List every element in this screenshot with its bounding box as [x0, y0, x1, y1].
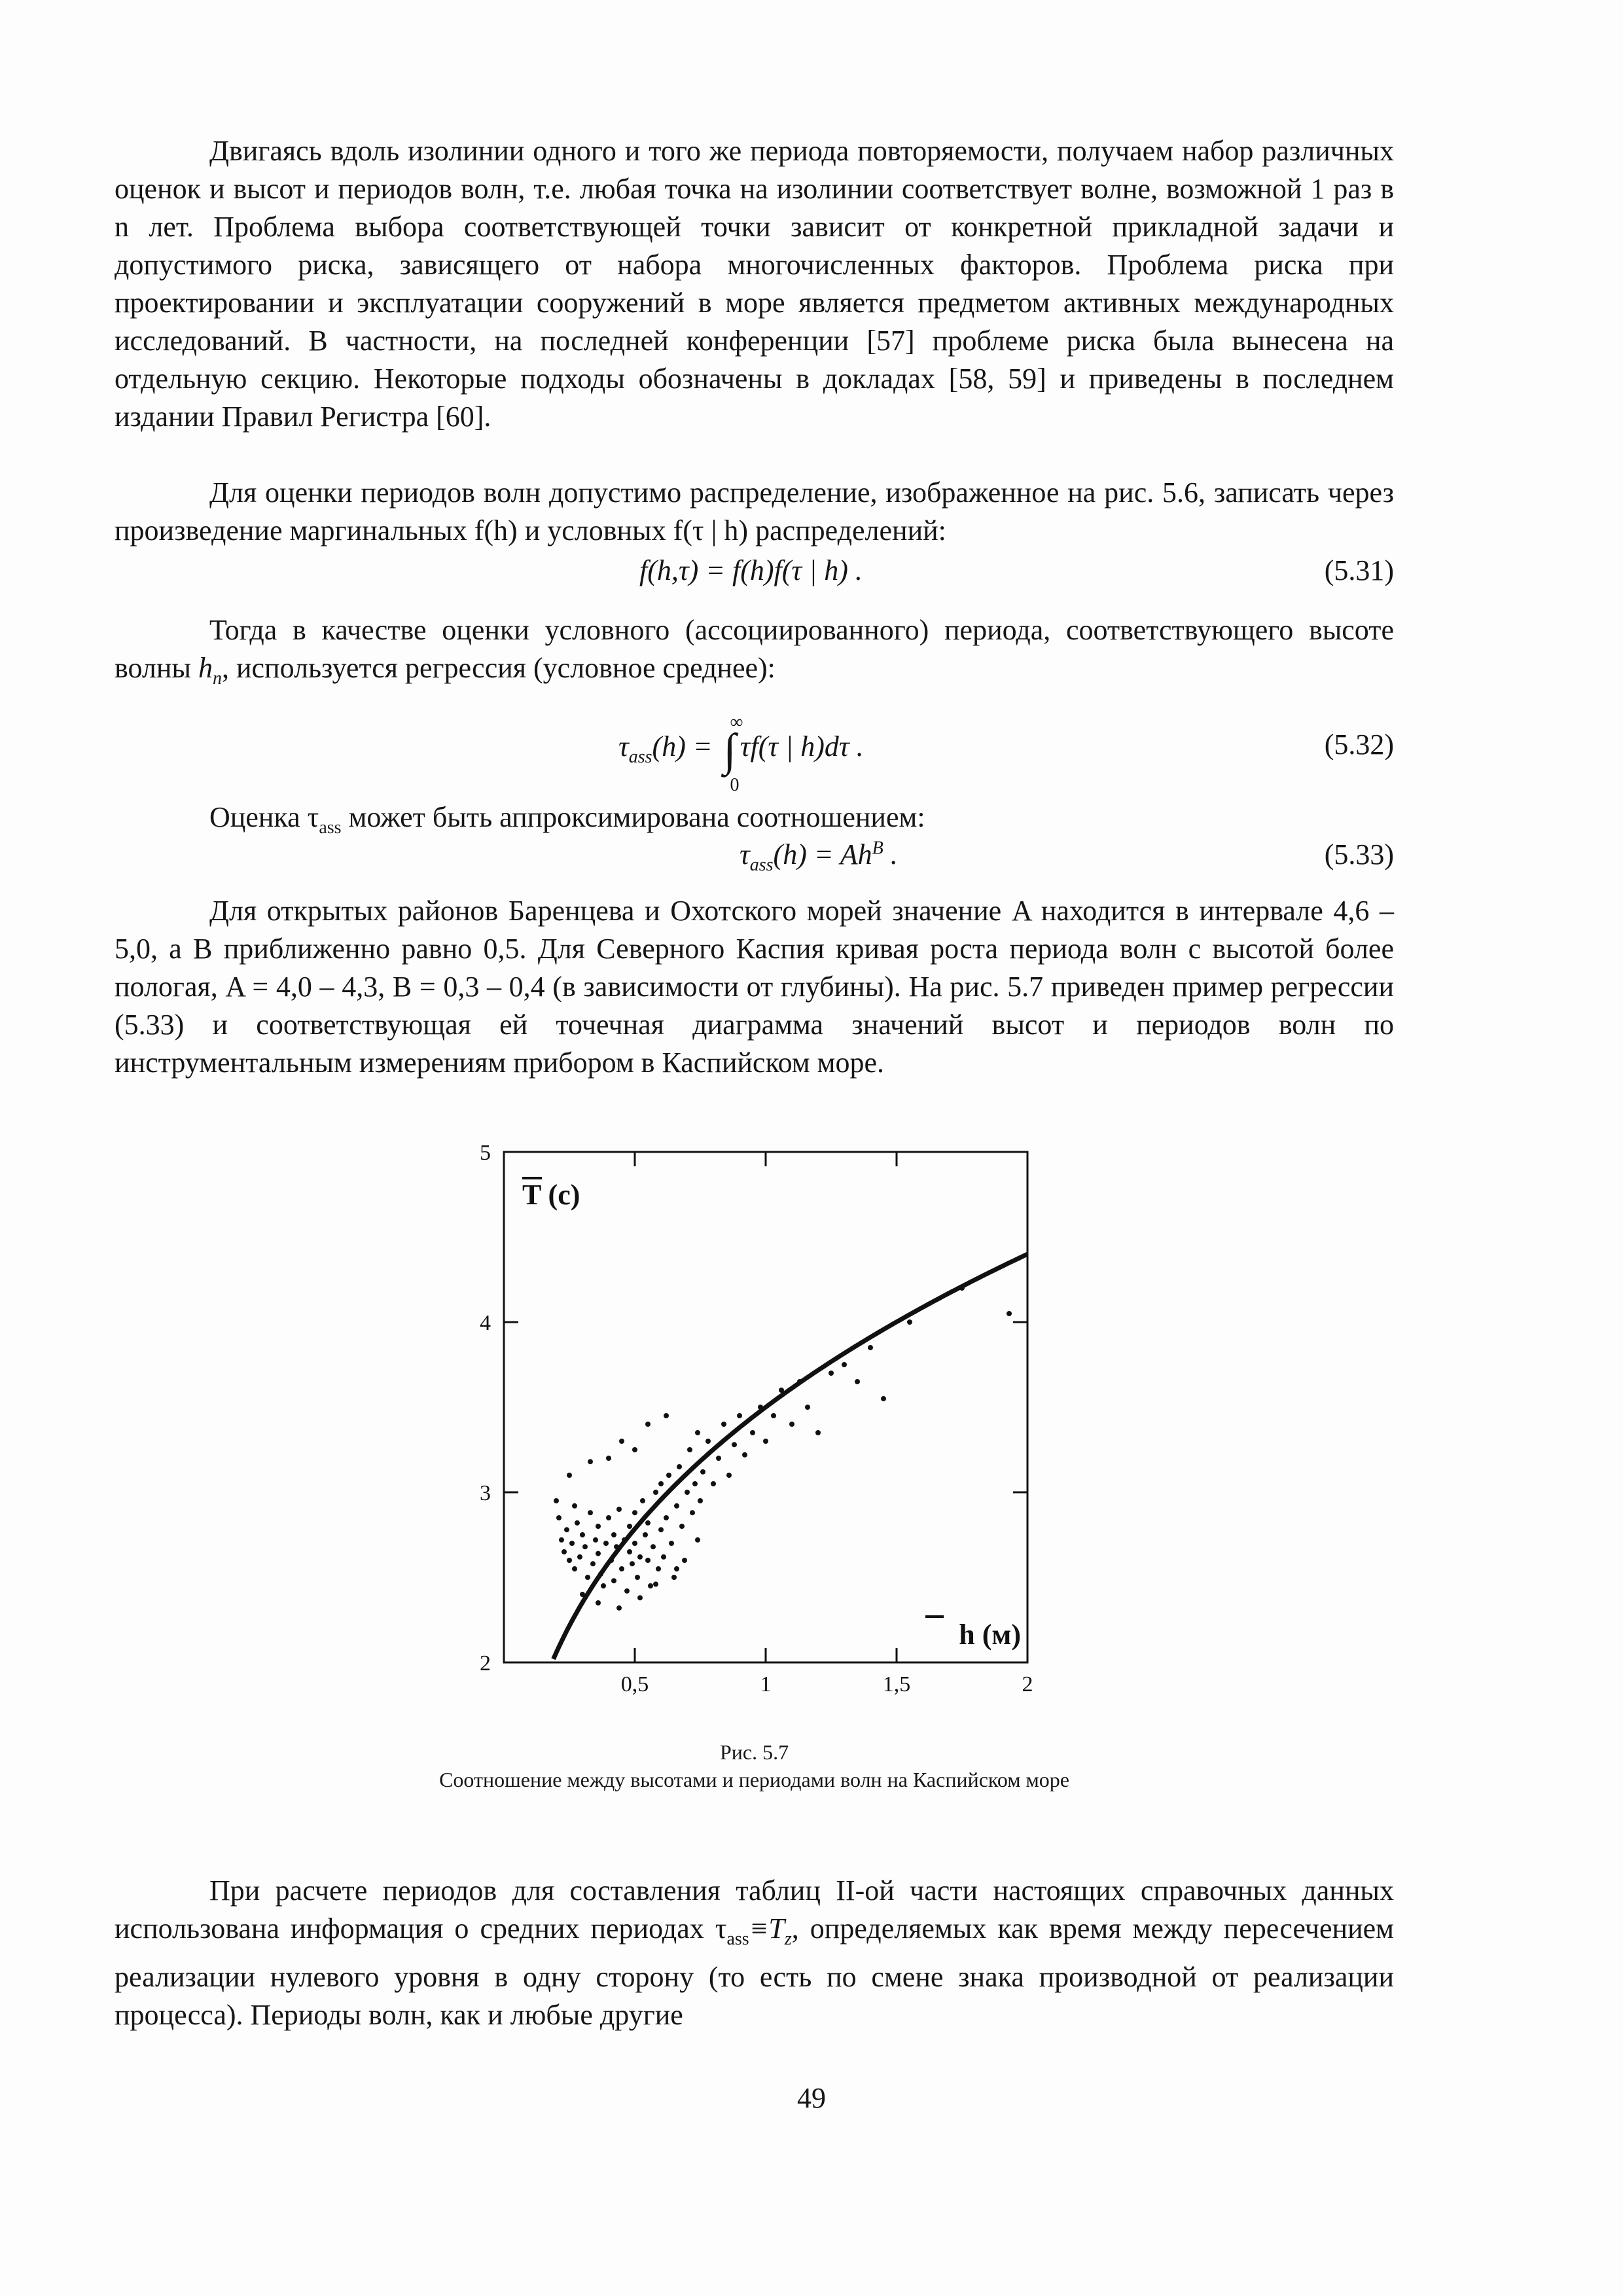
scatter-point — [580, 1532, 585, 1537]
paragraph-4-prefix: Оценка τ — [209, 801, 319, 833]
formula-5-33-tail: . — [883, 838, 898, 870]
scatter-point — [645, 1422, 651, 1427]
formula-5-32-lhs-rest: (h) = — [652, 730, 720, 762]
scatter-point — [881, 1396, 886, 1401]
scatter-point — [611, 1578, 616, 1583]
scatter-point — [575, 1520, 580, 1526]
scatter-point — [677, 1464, 682, 1469]
scatter-point — [562, 1549, 567, 1554]
scatter-point — [606, 1515, 611, 1520]
scatter-point — [596, 1551, 601, 1556]
scatter-point — [771, 1413, 776, 1418]
paragraph-4-subscript: ass — [319, 817, 342, 838]
scatter-point — [596, 1524, 601, 1529]
formula-5-32-expression — [618, 712, 864, 795]
scatter-point — [603, 1541, 609, 1546]
scatter-point — [685, 1490, 690, 1495]
paragraph-6-mid: ≡T — [749, 1912, 785, 1945]
scatter-point — [585, 1575, 590, 1580]
scatter-chart — [458, 1126, 1047, 1715]
scatter-point — [779, 1388, 784, 1393]
scatter-point — [732, 1442, 737, 1447]
x-tick-label: 2 — [1022, 1672, 1033, 1696]
scatter-point — [619, 1566, 624, 1571]
scatter-point — [616, 1507, 622, 1512]
scatter-point — [750, 1430, 755, 1435]
scatter-point — [606, 1456, 611, 1461]
x-tick-label: 1,5 — [882, 1672, 911, 1696]
paragraph-3-prefix: Тогда в качестве оценки условного (ассоциированного) периода, соответствующего высоте волны — [115, 614, 1394, 684]
paragraph-5-text: Для открытых районов Баренцева и Охотского морей значение A находится в интервале 4,6 – 5,0, а B приближенно равно 0,5. Для Северного Каспия кривая роста периода волн с высотой более пологая, A = 4,0 – 4,3, B = 0,3 – 0,4 (в зависимости от глубины). На рис. 5.7 приведен пример регрессии (5.33) и соответствующая ей точечная диаграмма значений высот и периодов волн по инструментальным измерениям прибором в Каспийском море. — [115, 895, 1394, 1079]
scatter-point — [695, 1430, 700, 1435]
scatter-point — [627, 1524, 632, 1529]
formula-5-32-lhs-sub: ass — [628, 746, 652, 767]
formula-5-32-rhs: τf(τ | h)dτ . — [740, 730, 864, 762]
scatter-point — [658, 1527, 664, 1532]
scatter-point — [682, 1558, 687, 1563]
scatter-point — [645, 1558, 651, 1563]
scatter-point — [690, 1510, 695, 1515]
scatter-point — [637, 1554, 643, 1560]
formula-5-33-lhs-sub: ass — [749, 854, 774, 875]
scatter-point — [687, 1447, 692, 1452]
scatter-point — [580, 1592, 585, 1597]
scatter-point — [789, 1422, 794, 1427]
scatter-point — [763, 1439, 768, 1444]
scatter-point — [711, 1481, 716, 1486]
scatter-point — [721, 1422, 726, 1427]
scatter-point — [564, 1527, 569, 1532]
scatter-point — [577, 1554, 582, 1560]
scatter-point — [627, 1549, 632, 1554]
paragraph-1 — [115, 132, 1394, 436]
scatter-points — [554, 1285, 1012, 1611]
scatter-point — [622, 1537, 627, 1543]
paragraph-3 — [115, 611, 1394, 698]
scatter-point — [614, 1544, 619, 1549]
scatter-point — [588, 1510, 593, 1515]
axis-tick-labels — [480, 1141, 1033, 1696]
scatter-point — [635, 1575, 640, 1580]
y-tick-label: 2 — [480, 1651, 491, 1676]
scatter-point — [593, 1537, 598, 1543]
scatter-point — [700, 1469, 705, 1475]
formula-5-33-exponent: B — [872, 838, 883, 859]
scatter-point — [590, 1561, 596, 1566]
scatter-point — [674, 1503, 679, 1509]
integral-lower-limit: 0 — [730, 775, 740, 795]
scatter-point — [855, 1379, 860, 1384]
scatter-point — [611, 1532, 616, 1537]
scatter-point — [661, 1554, 666, 1560]
paragraph-2 — [115, 474, 1394, 550]
formula-5-31-expression: f(h,τ) = f(h)f(τ | h) . — [639, 554, 863, 586]
scatter-point — [805, 1405, 810, 1410]
scatter-point — [556, 1515, 562, 1520]
formula-5-32-number: (5.32) — [1324, 728, 1394, 761]
scatter-point — [651, 1544, 656, 1549]
formula-5-31 — [115, 554, 1394, 594]
scatter-point — [609, 1558, 614, 1563]
figure-caption-number: Рис. 5.7 — [719, 1740, 789, 1764]
formula-5-32-lhs: τ — [618, 730, 629, 762]
scatter-point — [567, 1473, 572, 1478]
y-tick-label: 4 — [480, 1311, 491, 1335]
x-tick-label: 1 — [760, 1672, 772, 1696]
scatter-point — [572, 1503, 577, 1509]
scatter-point — [632, 1510, 637, 1515]
formula-5-33-expression — [740, 838, 898, 876]
scatter-point — [692, 1481, 698, 1486]
scatter-point — [624, 1588, 630, 1594]
y-axis-label: T (c) — [522, 1179, 580, 1211]
scatter-point — [658, 1481, 664, 1486]
figure-caption-text: Соотношение между высотами и периодами волн на Каспийском море — [439, 1768, 1069, 1791]
y-tick-label: 3 — [480, 1481, 491, 1505]
scatter-point — [698, 1498, 703, 1503]
page-number: 49 — [797, 2082, 826, 2114]
scatter-point — [554, 1498, 559, 1503]
scatter-point — [679, 1524, 685, 1529]
paragraph-3-subscript: n — [212, 668, 222, 689]
figure-5-7 — [458, 1126, 1047, 1715]
paragraph-1-text: Двигаясь вдоль изолинии одного и того же периода повторяемости, получаем набор различных оценок и высот и периодов волн, т.е. любая точка на изолинии соответствует волне, возможной 1 раз в n лет. Проблема выбора соответствующей точки зависит от конкретной прикладной задачи и допустимого риска, зависящего от набора многочисленных факторов. Проблема риска при проектировании и эксплуатации сооружений в море является предметом активных международных исследований. В частности, на последней конференции [57] проблеме риска была вынесена на отдельную секцию. Некоторые подходы обозначены в докладах [58, 59] и приведены в последнем издании Правил Регистра [60]. — [115, 135, 1394, 433]
scatter-point — [868, 1345, 873, 1350]
scatter-point — [664, 1413, 669, 1418]
scatter-point — [598, 1571, 603, 1577]
integral-upper-limit: ∞ — [730, 712, 743, 732]
scatter-point — [643, 1532, 648, 1537]
scatter-point — [567, 1558, 572, 1563]
scatter-point — [632, 1447, 637, 1452]
scatter-point — [705, 1439, 711, 1444]
paragraph-6-prefix: При расчете периодов для составления таблиц II-ой части настоящих справочных данных использована информация о средних периодах τ — [115, 1874, 1394, 1945]
scatter-point — [695, 1537, 700, 1543]
paragraph-5 — [115, 892, 1394, 1082]
scatter-point — [645, 1520, 651, 1526]
paragraph-3-variable: h — [198, 652, 213, 684]
formula-5-33-number: (5.33) — [1324, 838, 1394, 870]
scatter-point — [737, 1413, 742, 1418]
scatter-point — [572, 1566, 577, 1571]
scatter-point — [664, 1515, 669, 1520]
scatter-point — [1007, 1311, 1012, 1316]
scatter-point — [907, 1319, 912, 1325]
regression-curve — [554, 1254, 1027, 1659]
scatter-point — [559, 1537, 564, 1543]
scatter-point — [656, 1566, 661, 1571]
scatter-point — [842, 1362, 847, 1367]
scatter-point — [582, 1544, 588, 1549]
paragraph-3-suffix: , используется регрессия (условное среднее): — [221, 652, 776, 684]
paragraph-6 — [115, 1872, 1394, 2034]
scatter-point — [653, 1581, 658, 1587]
scatter-point — [596, 1600, 601, 1605]
scatter-point — [648, 1583, 653, 1588]
paragraph-6-suffix: , определяемых как время между пересечением реализации нулевого уровня в одну сторону (то есть по смене знака производной от реализации процесса). Периоды волн, как и любые другие — [115, 1912, 1394, 2031]
formula-5-33-lhs-rest: (h) = Ah — [773, 838, 872, 870]
scatter-point — [640, 1498, 645, 1503]
scatter-point — [797, 1379, 802, 1384]
scatter-point — [742, 1452, 747, 1458]
scatter-point — [588, 1459, 593, 1464]
formula-5-32 — [115, 712, 1394, 795]
scatter-point — [569, 1541, 575, 1546]
x-tick-label: 0,5 — [620, 1672, 649, 1696]
scatter-point — [637, 1595, 643, 1600]
scatter-point — [619, 1439, 624, 1444]
scatter-point — [666, 1473, 671, 1478]
scatter-point — [669, 1541, 674, 1546]
scatter-point — [815, 1430, 821, 1435]
scatter-point — [716, 1456, 721, 1461]
scatter-point — [758, 1405, 763, 1410]
x-axis-label: h (м) — [959, 1619, 1021, 1651]
integral-sign: ∫ ∞ 0 — [723, 712, 743, 795]
scatter-point — [616, 1605, 622, 1611]
formula-5-33-lhs: τ — [740, 838, 750, 870]
scatter-point — [601, 1583, 606, 1588]
formula-5-31-number: (5.31) — [1324, 554, 1394, 586]
paragraph-6-subscript-1: ass — [726, 1928, 749, 1949]
scatter-point — [674, 1566, 679, 1571]
scatter-point — [829, 1371, 834, 1376]
formula-5-33 — [115, 838, 1394, 878]
scatter-point — [630, 1561, 635, 1566]
y-tick-label: 5 — [480, 1141, 491, 1165]
paragraph-2-text: Для оценки периодов волн допустимо распределение, изображенное на рис. 5.6, записать через произведение маргинальных f(h) и условных f(τ | h) распределений: — [115, 476, 1394, 547]
scatter-point — [959, 1285, 965, 1291]
scatter-point — [671, 1575, 677, 1580]
paragraph-6-subscript-2: z — [784, 1928, 792, 1949]
scatter-point — [632, 1541, 637, 1546]
paragraph-4-suffix: может быть аппроксимирована соотношением: — [341, 801, 925, 833]
scatter-point — [726, 1473, 732, 1478]
scatter-point — [653, 1490, 658, 1495]
